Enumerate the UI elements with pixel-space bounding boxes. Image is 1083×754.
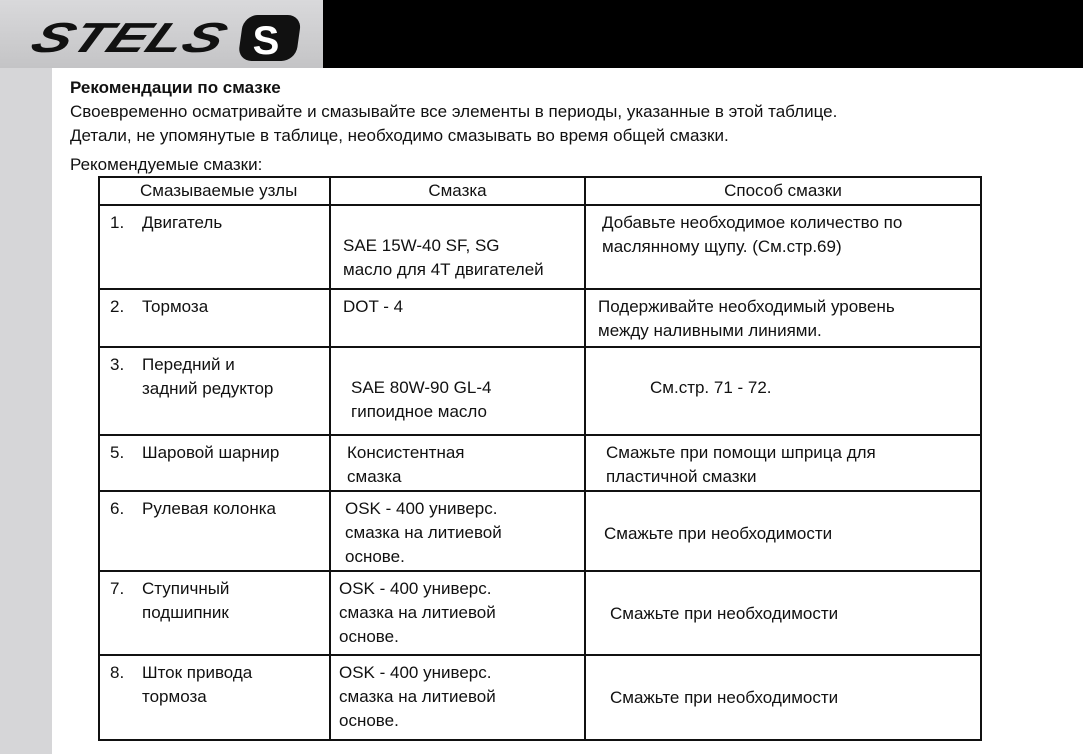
table-caption: Рекомендуемые смазки:: [70, 155, 263, 174]
intro-block: [70, 76, 1030, 177]
method-text: Смажьте при помощи шприца для пластичной смазки: [606, 443, 876, 486]
lubricant-cell: [330, 205, 585, 289]
lubricant-text: Консистентная смазка: [347, 443, 465, 486]
logo-panel: [0, 0, 323, 68]
table-row: [99, 571, 981, 655]
table-row: [99, 491, 981, 571]
method-cell: [585, 491, 981, 571]
method-text: Добавьте необходимое количество по маслянному щупу. (См.стр.69): [602, 213, 903, 256]
brand-badge-letter: S: [252, 19, 280, 63]
row-number: 8.: [110, 663, 125, 682]
method-cell: [585, 289, 981, 347]
row-number: 2.: [110, 297, 125, 316]
part-name: Двигатель: [142, 213, 223, 232]
table-row: [99, 435, 981, 491]
brand-text: STELS: [23, 14, 181, 62]
row-number: 7.: [110, 579, 125, 598]
method-text: Смажьте при необходимости: [604, 524, 833, 543]
row-number: 6.: [110, 499, 125, 518]
part-name: Шаровой шарнир: [142, 443, 280, 462]
method-text: Смажьте при необходимости: [610, 688, 839, 707]
method-cell: [585, 571, 981, 655]
table-row: [99, 205, 981, 289]
method-text: Подерживайте необходимый уровень между наливными линиями.: [598, 297, 895, 340]
table-row: [99, 289, 981, 347]
part-name: Рулевая колонка: [142, 499, 276, 518]
lubricant-text: OSK - 400 универс. смазка на литиевой основе.: [339, 663, 496, 730]
method-cell: [585, 655, 981, 740]
part-cell: [99, 491, 330, 571]
col-header-lubricant: Смазка: [330, 177, 585, 205]
part-name: Тормоза: [142, 297, 209, 316]
method-text: См.стр. 71 - 72.: [650, 378, 772, 397]
table-header-row: [99, 177, 981, 205]
lubricant-cell: [330, 655, 585, 740]
part-cell: [99, 205, 330, 289]
lubricant-text: SAE 80W-90 GL-4 гипоидное масло: [351, 378, 492, 421]
part-name: Ступичный подшипник: [142, 579, 230, 622]
table-row: [99, 655, 981, 740]
part-cell: [99, 571, 330, 655]
method-cell: [585, 205, 981, 289]
table-row: [99, 347, 981, 435]
row-number: 3.: [110, 355, 125, 374]
method-cell: [585, 347, 981, 435]
lubricant-text: OSK - 400 универс. смазка на литиевой основе.: [345, 499, 502, 566]
lubricant-cell: [330, 571, 585, 655]
intro-line-1: Своевременно осматривайте и смазывайте все элементы в периоды, указанные в этой таблице.: [70, 102, 838, 121]
method-text: Смажьте при необходимости: [610, 604, 839, 623]
part-cell: [99, 347, 330, 435]
intro-line-2: Детали, не упомянутые в таблице, необходимо смазывать во время общей смазки.: [70, 126, 729, 145]
row-number: 5.: [110, 443, 125, 462]
stels-logo: [0, 0, 323, 68]
side-strip: [0, 68, 52, 754]
lubricant-text: OSK - 400 универс. смазка на литиевой основе.: [339, 579, 496, 646]
part-name: Передний и задний редуктор: [142, 355, 274, 398]
method-cell: [585, 435, 981, 491]
part-cell: [99, 435, 330, 491]
lubricant-cell: [330, 435, 585, 491]
lubricant-text: SAE 15W-40 SF, SG масло для 4T двигателей: [343, 236, 544, 279]
lubricant-text: DOT - 4: [343, 297, 404, 316]
lubrication-table: [98, 176, 982, 741]
part-cell: [99, 655, 330, 740]
col-header-parts: Смазываемые узлы: [99, 177, 330, 205]
page-title: Рекомендации по смазке: [70, 78, 281, 97]
lubricant-cell: [330, 491, 585, 571]
row-number: 1.: [110, 213, 125, 232]
part-name: Шток привода тормоза: [142, 663, 253, 706]
lubricant-cell: [330, 289, 585, 347]
lubricant-cell: [330, 347, 585, 435]
col-header-method: Способ смазки: [585, 177, 981, 205]
part-cell: [99, 289, 330, 347]
